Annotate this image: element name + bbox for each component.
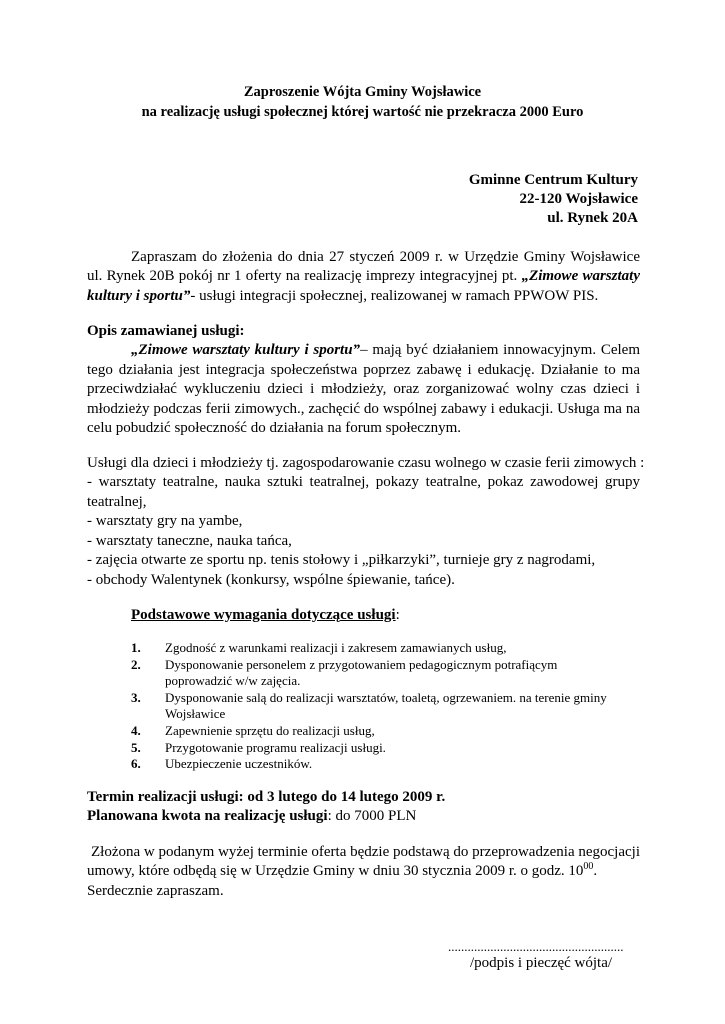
requirements-heading-line	[131, 606, 400, 626]
description-heading: Opis zamawianej usługi:	[87, 323, 245, 339]
closing-text: umowy, które odbędą się w Urzędzie Gminy w dniu 30 stycznia 2009 r. o godz. 10	[87, 863, 584, 879]
description-line-1	[131, 341, 640, 361]
document-title-line-2: na realizację usługi społecznej której wartość nie przekracza 2000 Euro	[141, 104, 584, 120]
requirement-text: Ubezpieczenie uczestników.	[165, 756, 313, 771]
document-title-line-1: Zaproszenie Wójta Gminy Wojsławice	[243, 84, 482, 100]
requirement-number: 1.	[131, 640, 141, 655]
services-item-1-cont: teatralnej,	[87, 494, 147, 510]
signature-dotted-line: ......................................................	[448, 939, 624, 954]
amount-value: : do 7000 PLN	[327, 808, 417, 824]
amount-label: Planowana kwota na realizację usługi	[87, 808, 328, 824]
requirement-number: 3.	[131, 690, 141, 705]
requirements-heading: Podstawowe wymagania dotyczące usługi	[131, 607, 396, 623]
requirement-text: Zapewnienie sprzętu do realizacji usług,	[165, 723, 375, 738]
requirement-text: Przygotowanie programu realizacji usługi.	[165, 740, 386, 755]
address-street: ul. Rynek 20A	[547, 210, 638, 226]
requirement-item	[131, 690, 635, 722]
description-line-5: celu pobudzić społeczność do działania na forum społecznym.	[87, 420, 462, 436]
address-postal: 22-120 Wojsławice	[519, 191, 638, 207]
time-minutes-superscript: 00	[583, 861, 594, 872]
description-text: – mają być działaniem innowacyjnym. Celem	[360, 342, 640, 358]
amount-line	[87, 807, 416, 827]
requirement-number: 2.	[131, 657, 141, 672]
invitation-text-end: - usługi integracji społecznej, realizowanej w ramach PPWOW PIS.	[190, 288, 599, 304]
term-line: Termin realizacji usługi: od 3 lutego do 14 lutego 2009 r.	[87, 789, 446, 805]
closing-line-2	[87, 862, 597, 882]
address-block	[469, 171, 638, 228]
requirement-text: Zgodność z warunkami realizacji i zakresem zamawianych usług,	[165, 640, 507, 655]
description-event-title: „Zimowe warsztaty kultury i sportu”	[131, 342, 361, 358]
closing-line-1: Złożona w podanym wyżej terminie oferta będzie podstawą do przeprowadzenia negocjacji	[91, 844, 640, 860]
services-item-1: - warsztaty teatralne, nauka sztuki teatralnej, pokazy teatralne, pokaz zawodowej grupy	[87, 474, 640, 490]
address-name: Gminne Centrum Kultury	[468, 172, 638, 188]
closing-line-3: Serdecznie zapraszam.	[87, 883, 224, 899]
requirement-text: Dysponowanie personelem z przygotowaniem pedagogicznym potrafiącym poprowadzić w/w zajęcia.	[165, 657, 558, 688]
requirement-text: Dysponowanie salą do realizacji warsztatów, toaletą, ogrzewaniem. na terenie gminy Wojsławice	[165, 690, 607, 721]
requirements-colon: :	[395, 607, 400, 623]
invitation-line-1: Zapraszam do złożenia do dnia 27 styczeń 2009 r. w Urzędzie Gminy Wojsławice	[131, 249, 640, 265]
requirement-item	[131, 740, 645, 756]
requirement-item	[131, 723, 645, 739]
description-line-4: młodzieży podczas ferii zimowych., zachęcić do wspólnej zabawy i edukacji. Usługa ma na	[87, 401, 640, 417]
requirement-number: 6.	[131, 756, 141, 771]
services-item-4: - zajęcia otwarte ze sportu np. tenis stołowy i „piłkarzyki”, turnieje gry z nagrodami,	[87, 552, 596, 568]
services-item-2: - warsztaty gry na yambe,	[87, 513, 243, 529]
requirement-item	[131, 657, 605, 689]
requirement-item	[131, 640, 645, 656]
requirement-number: 5.	[131, 740, 141, 755]
description-line-2: tego działania jest integracja społeczeństwa poprzez zabawę i edukację. Działanie to ma	[87, 362, 640, 378]
closing-period: .	[593, 863, 598, 879]
services-item-3: - warsztaty taneczne, nauka tańca,	[87, 533, 292, 549]
requirement-item	[131, 756, 645, 772]
services-item-5: - obchody Walentynek (konkursy, wspólne śpiewanie, tańce).	[87, 572, 455, 588]
requirement-number: 4.	[131, 723, 141, 738]
services-intro: Usługi dla dzieci i młodzieży tj. zagospodarowanie czasu wolnego w czasie ferii zimowych :	[87, 455, 645, 471]
invitation-line-2	[87, 267, 640, 287]
description-line-3: przeciwdziałać wykluczeniu dzieci i młodzieży, oraz zorganizować wolny czas dzieci i	[87, 381, 640, 397]
invitation-line-3	[87, 287, 598, 307]
signature-label: /podpis i pieczęć wójta/	[470, 955, 613, 971]
event-title-part-2: kultury i sportu”	[87, 288, 191, 304]
event-title-part-1: „Zimowe warsztaty	[521, 268, 640, 284]
invitation-text: ul. Rynek 20B pokój nr 1 oferty na realizację imprezy integracyjnej pt.	[87, 268, 522, 284]
